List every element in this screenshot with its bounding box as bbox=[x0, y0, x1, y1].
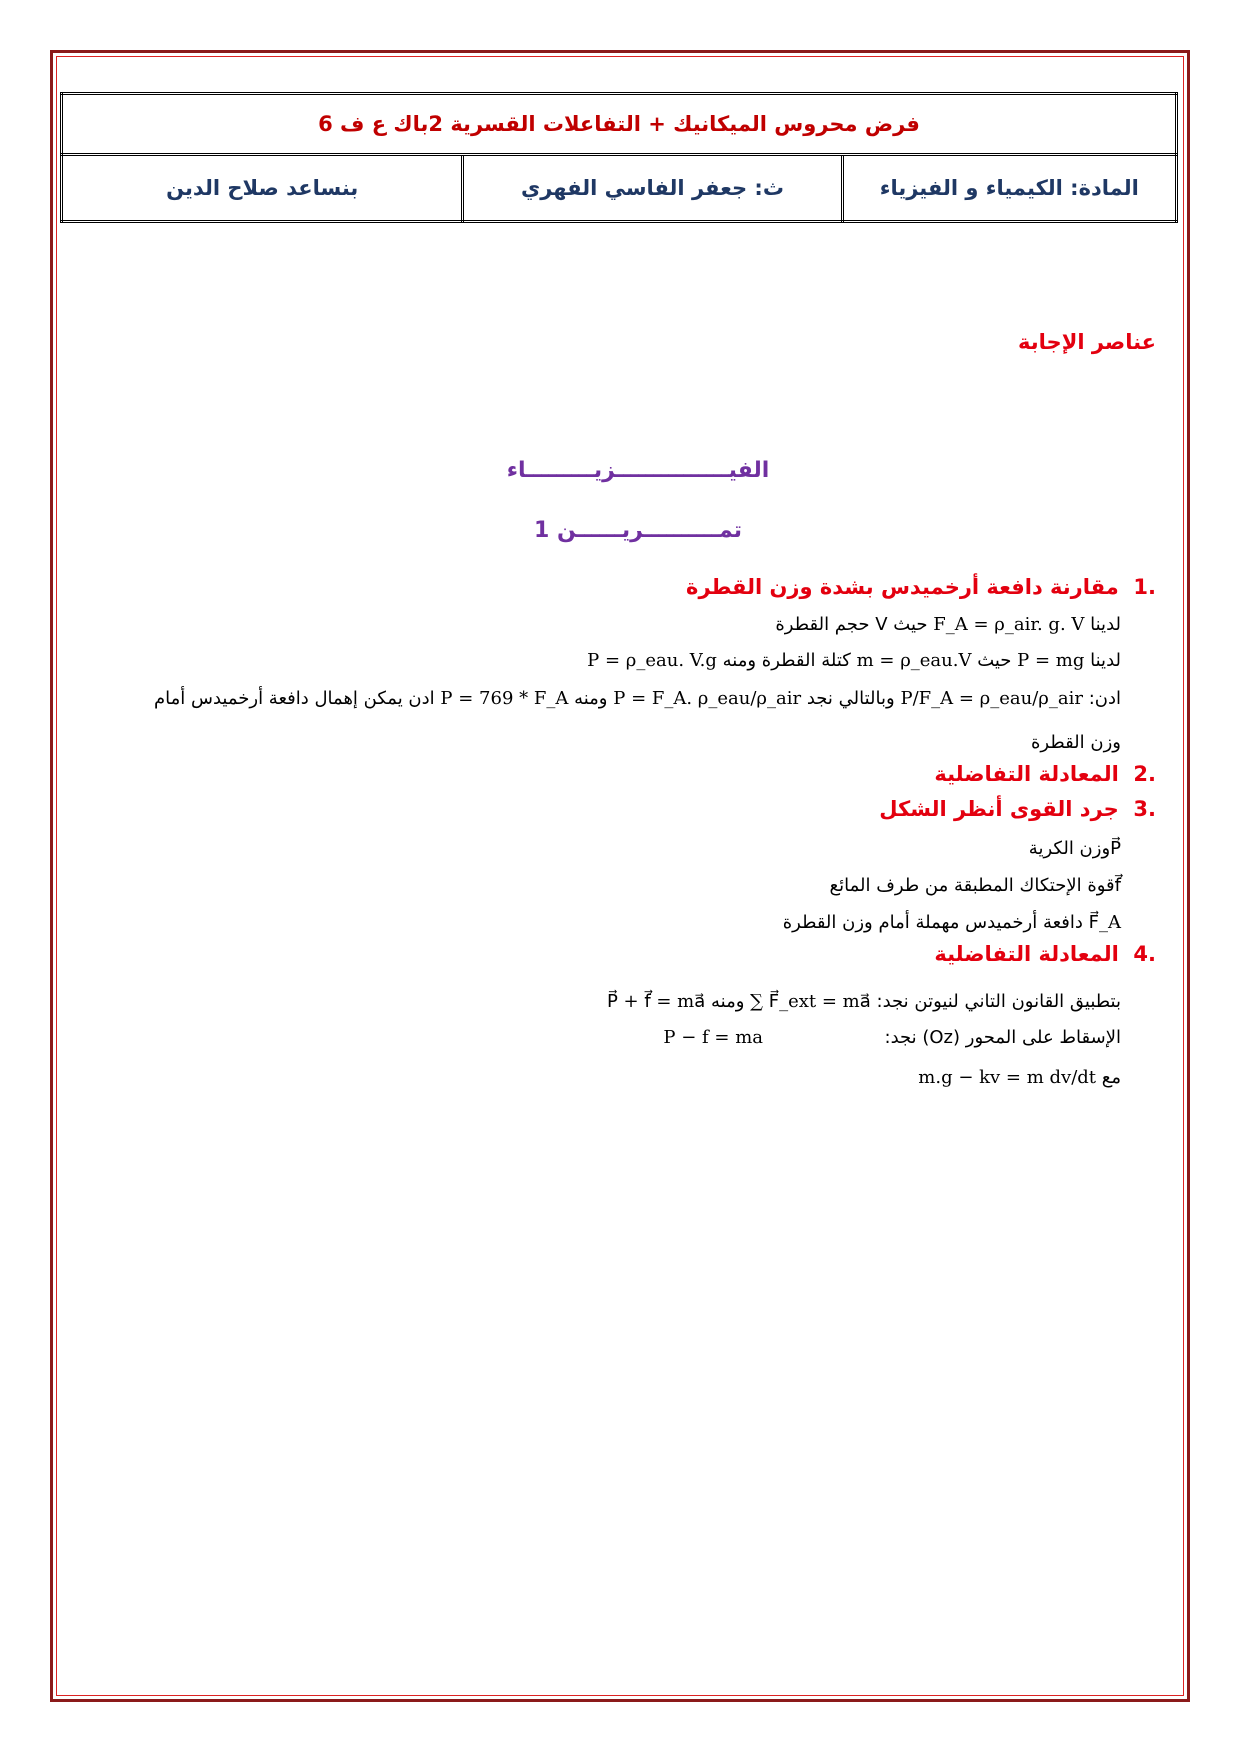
item-4-heading bbox=[934, 942, 1156, 966]
answers-heading: عناصر الإجابة bbox=[1018, 330, 1156, 354]
formula-mass: m = ρ_eau.V bbox=[856, 650, 972, 671]
force-weight bbox=[1029, 833, 1121, 865]
item-2-label: المعادلة التفاضلية bbox=[934, 762, 1119, 786]
text: ادن يمكن إهمال دافعة أرخميدس أمام bbox=[154, 688, 435, 709]
item-2-heading bbox=[934, 762, 1156, 786]
item-1-line-3 bbox=[60, 683, 1121, 715]
item-1-label: مقارنة دافعة أرخميدس بشدة وزن القطرة bbox=[686, 575, 1119, 599]
text: وبالتالي نجد bbox=[806, 688, 895, 709]
item-1-line-1 bbox=[775, 609, 1121, 641]
item-4-line-3 bbox=[918, 1062, 1121, 1094]
text: لدينا bbox=[1090, 614, 1121, 635]
text: قوة الإحتكاك المطبقة من طرف المائع bbox=[829, 875, 1115, 896]
formula-projection: P − f = ma bbox=[663, 1027, 764, 1048]
item-1-line-2 bbox=[587, 645, 1121, 677]
item-1-number: 1. bbox=[1133, 575, 1156, 599]
school-cell: ث: جعفر الفاسي الفهري bbox=[463, 155, 842, 222]
item-1-heading bbox=[686, 575, 1156, 599]
symbol: P⃗ bbox=[1110, 838, 1121, 859]
item-3-heading bbox=[879, 797, 1156, 821]
item-3-label: جرد القوى أنظر الشكل bbox=[879, 797, 1119, 821]
subject-cell: المادة: الكيمياء و الفيزياء bbox=[842, 155, 1177, 222]
item-3-number: 3. bbox=[1133, 797, 1156, 821]
text: وزن الكرية bbox=[1028, 838, 1111, 859]
text: مع bbox=[1101, 1067, 1121, 1088]
formula-weight-ratio: P = F_A. ρ_eau/ρ_air bbox=[613, 688, 802, 709]
force-archimedes bbox=[783, 907, 1121, 939]
symbol: f⃗ bbox=[1114, 875, 1121, 896]
item-1-line-4: وزن القطرة bbox=[1030, 732, 1121, 753]
exam-title: فرض محروس الميكانيك + التفاعلات القسرية 2باك ع ف 6 bbox=[62, 94, 1177, 155]
item-4-label: المعادلة التفاضلية bbox=[934, 942, 1119, 966]
symbol: F⃗_A bbox=[1088, 912, 1121, 933]
item-2-number: 2. bbox=[1133, 762, 1156, 786]
item-4-line-2 bbox=[663, 1022, 1121, 1054]
text: كتلة القطرة ومنه bbox=[722, 650, 851, 671]
formula-weight-expanded: P = ρ_eau. V.g bbox=[587, 650, 717, 671]
header-table bbox=[60, 92, 1178, 223]
formula-weight: P = mg bbox=[1017, 650, 1085, 671]
text: ومنه bbox=[711, 991, 745, 1012]
formula-ratio: P/F_A = ρ_eau/ρ_air bbox=[900, 688, 1083, 709]
force-friction bbox=[830, 870, 1121, 902]
item-4-number: 4. bbox=[1133, 942, 1156, 966]
formula-result: P = 769 * F_A bbox=[440, 688, 569, 709]
text: ادن: bbox=[1088, 688, 1121, 709]
formula-differential: m.g − kv = m dv/dt bbox=[918, 1067, 1097, 1088]
text: حيث V حجم القطرة bbox=[775, 614, 928, 635]
text: بتطبيق القانون التاني لنيوتن نجد: bbox=[876, 991, 1121, 1012]
formula-newton: ∑ F⃗_ext = ma⃗ bbox=[750, 991, 871, 1012]
text: ومنه bbox=[574, 688, 608, 709]
section-title: الفيـــــــــــــــزيـــــــــاء bbox=[506, 458, 770, 483]
text: حيث bbox=[977, 650, 1012, 671]
text: الإسقاط على المحور (Oz) نجد: bbox=[884, 1027, 1121, 1048]
text: دافعة أرخميدس مهملة أمام وزن القطرة bbox=[782, 912, 1083, 933]
item-4-line-1 bbox=[607, 986, 1121, 1018]
formula-forces-sum: P⃗ + f⃗ = ma⃗ bbox=[606, 991, 706, 1012]
teacher-cell: بنساعد صلاح الدين bbox=[62, 155, 463, 222]
text: لدينا bbox=[1090, 650, 1121, 671]
formula-archimedes: F_A = ρ_air. g. V bbox=[933, 614, 1085, 635]
exercise-title: تمــــــــــريــــــن 1 bbox=[533, 518, 743, 543]
